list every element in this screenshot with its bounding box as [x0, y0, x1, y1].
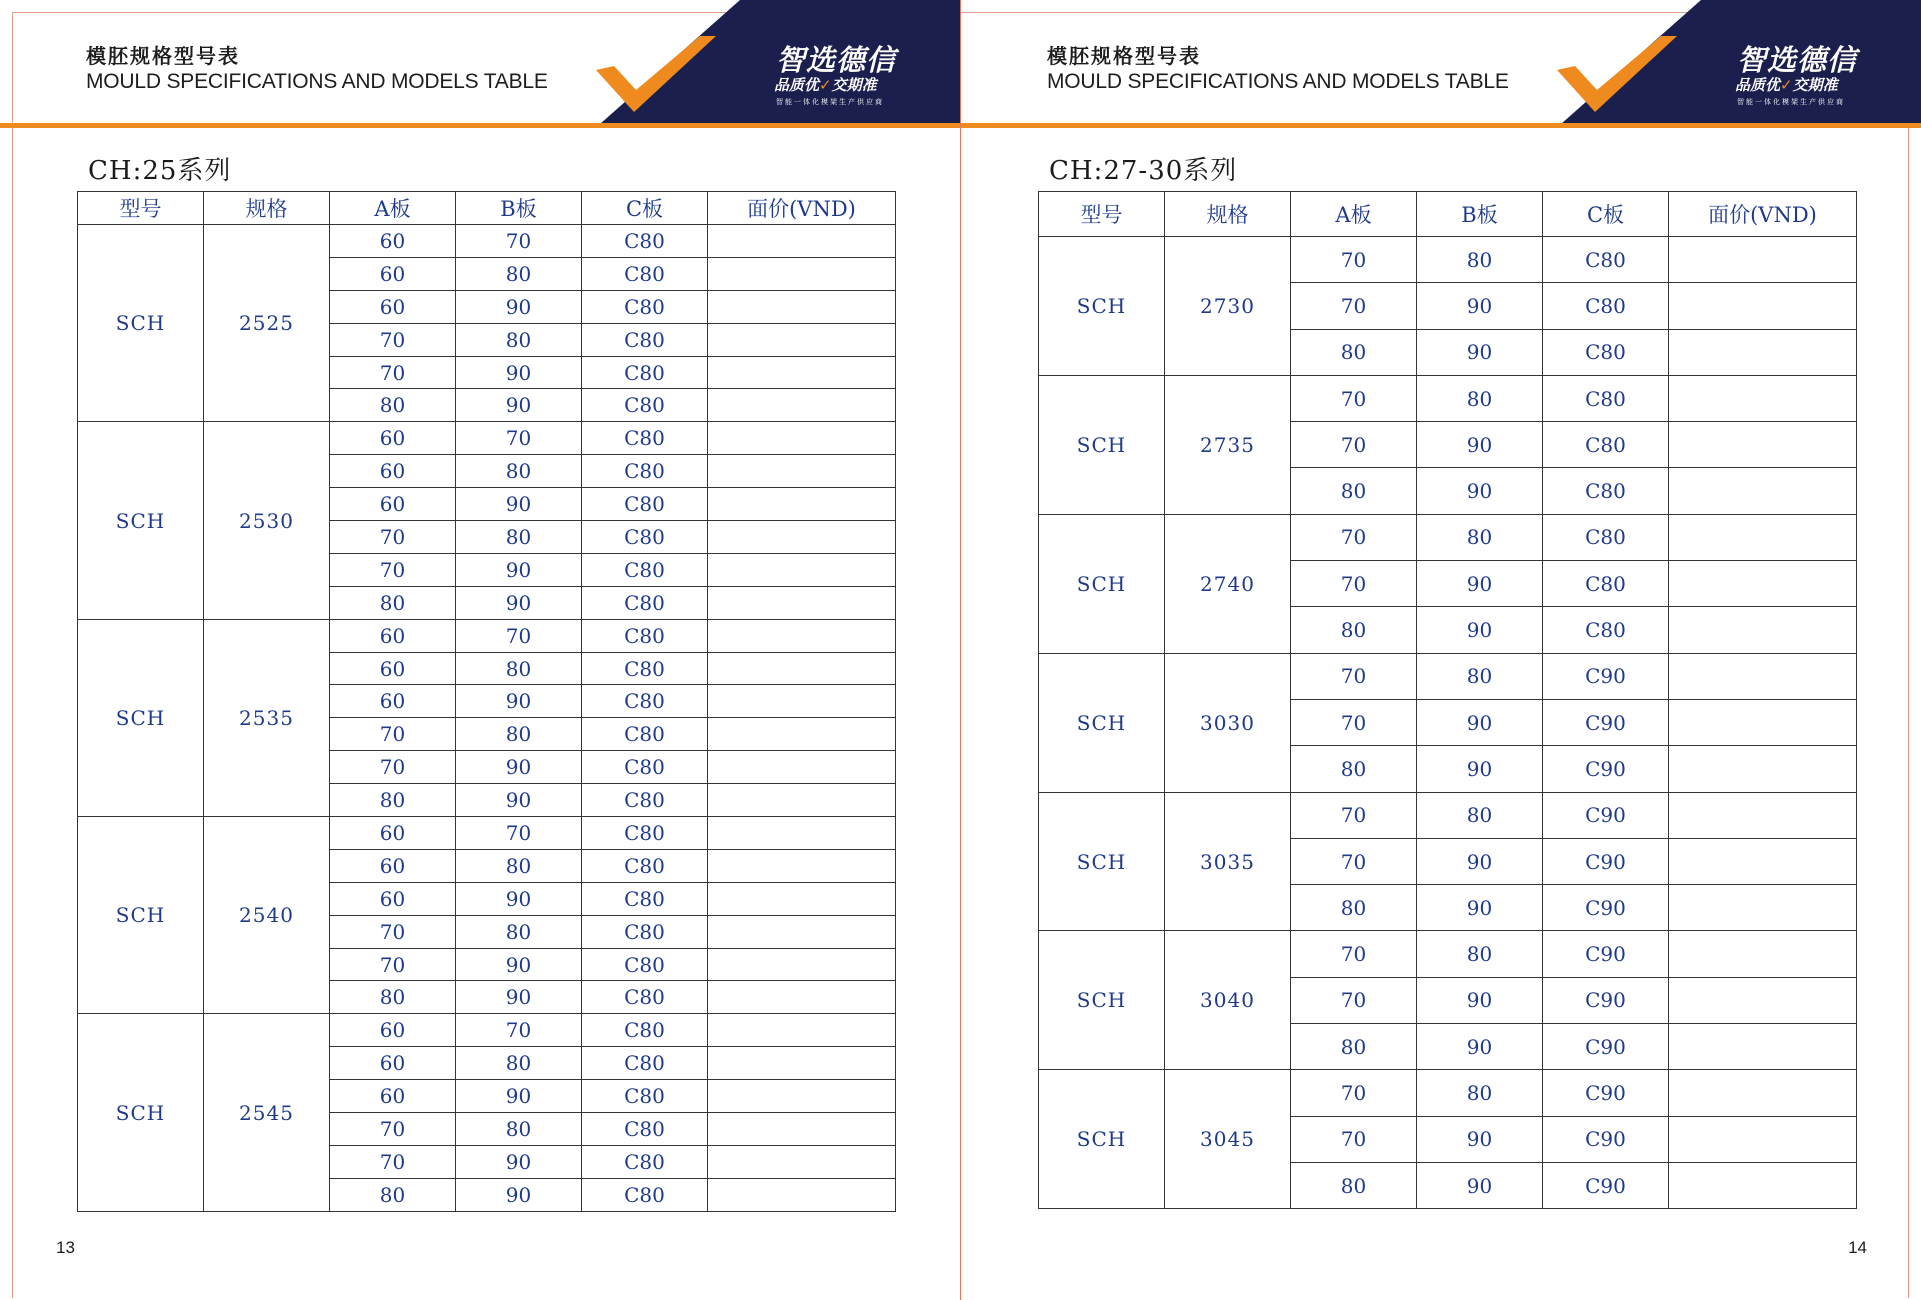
c-plate-cell: C80	[582, 718, 708, 751]
a-plate-cell: 70	[1291, 561, 1417, 607]
c-plate-cell: C90	[1543, 977, 1669, 1023]
c-plate-cell: C90	[1543, 653, 1669, 699]
b-plate-cell: 80	[456, 521, 582, 554]
a-plate-cell: 60	[330, 849, 456, 882]
c-plate-cell: C80	[1543, 329, 1669, 375]
a-plate-cell: 60	[330, 882, 456, 915]
a-plate-cell: 70	[1291, 699, 1417, 745]
brand-slogan	[774, 74, 877, 95]
c-plate-cell: C80	[1543, 283, 1669, 329]
page-left	[0, 0, 960, 1300]
spec-cell: 2530	[204, 422, 330, 619]
a-plate-cell: 60	[330, 455, 456, 488]
price-cell	[708, 1145, 896, 1178]
price-cell	[708, 1178, 896, 1211]
a-plate-cell: 60	[330, 817, 456, 850]
table-row	[1039, 931, 1857, 977]
model-cell: SCH	[1039, 375, 1165, 514]
slogan-part-1: 品质优	[1735, 76, 1781, 94]
c-plate-cell: C80	[582, 225, 708, 258]
spec-cell: 2740	[1165, 514, 1291, 653]
table-row	[78, 422, 896, 455]
price-cell	[1669, 1162, 1857, 1208]
b-plate-cell: 90	[456, 981, 582, 1014]
column-header: 型号	[78, 192, 204, 225]
price-cell	[1669, 237, 1857, 283]
slogan-part-2: 交期准	[1792, 76, 1838, 94]
price-cell	[708, 455, 896, 488]
a-plate-cell: 80	[1291, 746, 1417, 792]
model-cell: SCH	[1039, 653, 1165, 792]
price-cell	[1669, 653, 1857, 699]
a-plate-cell: 80	[1291, 607, 1417, 653]
b-plate-cell: 80	[456, 257, 582, 290]
b-plate-cell: 90	[456, 751, 582, 784]
column-header: 面价(VND)	[1669, 192, 1857, 237]
c-plate-cell: C80	[582, 290, 708, 323]
b-plate-cell: 80	[1417, 1070, 1543, 1116]
a-plate-cell: 80	[330, 784, 456, 817]
a-plate-cell: 70	[1291, 1070, 1417, 1116]
c-plate-cell: C80	[1543, 561, 1669, 607]
a-plate-cell: 80	[1291, 1162, 1417, 1208]
table-row	[1039, 1070, 1857, 1116]
a-plate-cell: 70	[1291, 653, 1417, 699]
c-plate-cell: C80	[1543, 237, 1669, 283]
a-plate-cell: 80	[330, 1178, 456, 1211]
price-cell	[708, 356, 896, 389]
b-plate-cell: 70	[456, 619, 582, 652]
c-plate-cell: C90	[1543, 746, 1669, 792]
a-plate-cell: 70	[330, 521, 456, 554]
b-plate-cell: 80	[456, 849, 582, 882]
price-cell	[708, 1080, 896, 1113]
c-plate-cell: C80	[582, 1113, 708, 1146]
header-orange-bar	[0, 123, 960, 128]
a-plate-cell: 60	[330, 1047, 456, 1080]
price-cell	[708, 521, 896, 554]
b-plate-cell: 90	[1417, 561, 1543, 607]
spec-cell: 3035	[1165, 792, 1291, 931]
a-plate-cell: 60	[330, 1080, 456, 1113]
spec-cell: 2735	[1165, 375, 1291, 514]
c-plate-cell: C80	[582, 1080, 708, 1113]
c-plate-cell: C80	[1543, 607, 1669, 653]
price-cell	[1669, 514, 1857, 560]
a-plate-cell: 60	[330, 290, 456, 323]
b-plate-cell: 80	[456, 323, 582, 356]
a-plate-cell: 70	[330, 751, 456, 784]
b-plate-cell: 70	[456, 422, 582, 455]
b-plate-cell: 90	[456, 488, 582, 521]
price-cell	[1669, 375, 1857, 421]
brand-slogan	[1735, 74, 1838, 95]
b-plate-cell: 90	[1417, 329, 1543, 375]
c-plate-cell: C80	[582, 257, 708, 290]
spec-cell: 3045	[1165, 1070, 1291, 1209]
c-plate-cell: C80	[582, 488, 708, 521]
c-plate-cell: C80	[582, 323, 708, 356]
b-plate-cell: 80	[1417, 931, 1543, 977]
b-plate-cell: 90	[456, 948, 582, 981]
a-plate-cell: 60	[330, 1014, 456, 1047]
a-plate-cell: 70	[1291, 422, 1417, 468]
price-cell	[1669, 329, 1857, 375]
table-row	[1039, 237, 1857, 283]
a-plate-cell: 60	[330, 652, 456, 685]
price-cell	[708, 915, 896, 948]
price-cell	[1669, 838, 1857, 884]
c-plate-cell: C80	[582, 882, 708, 915]
model-cell: SCH	[78, 619, 204, 816]
page-right	[961, 0, 1921, 1300]
spec-cell: 2545	[204, 1014, 330, 1211]
c-plate-cell: C80	[582, 981, 708, 1014]
c-plate-cell: C90	[1543, 885, 1669, 931]
c-plate-cell: C80	[582, 849, 708, 882]
a-plate-cell: 70	[1291, 237, 1417, 283]
column-header: 规格	[204, 192, 330, 225]
a-plate-cell: 80	[330, 981, 456, 1014]
a-plate-cell: 70	[1291, 931, 1417, 977]
column-header: B板	[456, 192, 582, 225]
b-plate-cell: 90	[456, 685, 582, 718]
b-plate-cell: 70	[456, 817, 582, 850]
price-cell	[708, 290, 896, 323]
c-plate-cell: C80	[582, 619, 708, 652]
b-plate-cell: 80	[456, 455, 582, 488]
b-plate-cell: 80	[1417, 653, 1543, 699]
a-plate-cell: 70	[330, 1113, 456, 1146]
price-cell	[708, 685, 896, 718]
b-plate-cell: 70	[456, 225, 582, 258]
b-plate-cell: 80	[1417, 237, 1543, 283]
price-cell	[1669, 977, 1857, 1023]
price-cell	[1669, 607, 1857, 653]
b-plate-cell: 90	[456, 553, 582, 586]
a-plate-cell: 80	[1291, 1024, 1417, 1070]
a-plate-cell: 70	[1291, 792, 1417, 838]
price-cell	[708, 1014, 896, 1047]
c-plate-cell: C80	[1543, 514, 1669, 560]
a-plate-cell: 70	[330, 356, 456, 389]
a-plate-cell: 80	[1291, 885, 1417, 931]
spec-cell: 3040	[1165, 931, 1291, 1070]
price-cell	[1669, 422, 1857, 468]
c-plate-cell: C80	[582, 521, 708, 554]
a-plate-cell: 80	[1291, 329, 1417, 375]
b-plate-cell: 90	[456, 1178, 582, 1211]
spec-cell: 2730	[1165, 237, 1291, 376]
price-cell	[1669, 1070, 1857, 1116]
c-plate-cell: C90	[1543, 792, 1669, 838]
slogan-part-1: 品质优	[774, 76, 820, 94]
c-plate-cell: C80	[1543, 422, 1669, 468]
c-plate-cell: C80	[1543, 468, 1669, 514]
model-cell: SCH	[78, 422, 204, 619]
b-plate-cell: 90	[1417, 1024, 1543, 1070]
brand-name: 智选德信	[1737, 43, 1858, 77]
a-plate-cell: 70	[1291, 514, 1417, 560]
column-header: C板	[1543, 192, 1669, 237]
spec-table-ch25	[77, 191, 896, 1212]
price-cell	[708, 784, 896, 817]
series-title: CH:25系列	[88, 156, 232, 186]
table-row	[78, 817, 896, 850]
brand-name: 智选德信	[776, 43, 897, 77]
c-plate-cell: C80	[582, 784, 708, 817]
b-plate-cell: 90	[1417, 977, 1543, 1023]
a-plate-cell: 60	[330, 685, 456, 718]
header-title-zh: 模胚规格型号表	[1047, 44, 1201, 68]
a-plate-cell: 70	[1291, 283, 1417, 329]
a-plate-cell: 70	[330, 948, 456, 981]
c-plate-cell: C80	[582, 553, 708, 586]
c-plate-cell: C90	[1543, 1024, 1669, 1070]
price-cell	[708, 718, 896, 751]
table-row	[1039, 375, 1857, 421]
b-plate-cell: 90	[456, 882, 582, 915]
c-plate-cell: C80	[1543, 375, 1669, 421]
c-plate-cell: C90	[1543, 1116, 1669, 1162]
price-cell	[708, 849, 896, 882]
model-cell: SCH	[1039, 237, 1165, 376]
b-plate-cell: 90	[1417, 746, 1543, 792]
model-cell: SCH	[1039, 792, 1165, 931]
b-plate-cell: 90	[1417, 283, 1543, 329]
a-plate-cell: 80	[330, 389, 456, 422]
a-plate-cell: 60	[330, 619, 456, 652]
c-plate-cell: C80	[582, 455, 708, 488]
column-header: 型号	[1039, 192, 1165, 237]
c-plate-cell: C90	[1543, 699, 1669, 745]
a-plate-cell: 70	[330, 553, 456, 586]
header-orange-bar	[961, 123, 1921, 128]
c-plate-cell: C80	[582, 948, 708, 981]
b-plate-cell: 90	[1417, 1162, 1543, 1208]
b-plate-cell: 90	[1417, 422, 1543, 468]
a-plate-cell: 70	[1291, 977, 1417, 1023]
c-plate-cell: C80	[582, 751, 708, 784]
price-cell	[708, 323, 896, 356]
b-plate-cell: 90	[456, 389, 582, 422]
b-plate-cell: 90	[1417, 699, 1543, 745]
column-header: 规格	[1165, 192, 1291, 237]
price-cell	[1669, 283, 1857, 329]
price-cell	[708, 948, 896, 981]
c-plate-cell: C80	[582, 1014, 708, 1047]
price-cell	[1669, 468, 1857, 514]
c-plate-cell: C80	[582, 1145, 708, 1178]
a-plate-cell: 70	[330, 718, 456, 751]
b-plate-cell: 90	[1417, 468, 1543, 514]
price-cell	[708, 652, 896, 685]
price-cell	[1669, 561, 1857, 607]
model-cell: SCH	[78, 225, 204, 422]
price-cell	[1669, 1024, 1857, 1070]
brand-subline: 智能一体化模架生产供应商	[776, 98, 884, 106]
table-row	[78, 225, 896, 258]
price-cell	[708, 553, 896, 586]
column-header: A板	[1291, 192, 1417, 237]
column-header: B板	[1417, 192, 1543, 237]
c-plate-cell: C80	[582, 389, 708, 422]
slogan-check-icon: ✓	[1780, 76, 1793, 94]
b-plate-cell: 90	[456, 1145, 582, 1178]
c-plate-cell: C90	[1543, 1070, 1669, 1116]
page-number: 14	[1848, 1238, 1867, 1257]
a-plate-cell: 60	[330, 422, 456, 455]
a-plate-cell: 70	[330, 323, 456, 356]
price-cell	[708, 751, 896, 784]
table-row	[1039, 514, 1857, 560]
b-plate-cell: 90	[1417, 838, 1543, 884]
spec-cell: 2535	[204, 619, 330, 816]
c-plate-cell: C90	[1543, 931, 1669, 977]
a-plate-cell: 80	[330, 586, 456, 619]
b-plate-cell: 80	[456, 1113, 582, 1146]
a-plate-cell: 70	[330, 1145, 456, 1178]
c-plate-cell: C90	[1543, 1162, 1669, 1208]
c-plate-cell: C80	[582, 356, 708, 389]
model-cell: SCH	[78, 817, 204, 1014]
spec-cell: 2525	[204, 225, 330, 422]
c-plate-cell: C80	[582, 915, 708, 948]
spec-cell: 2540	[204, 817, 330, 1014]
spec-table-ch27-30	[1038, 191, 1857, 1209]
table-row	[78, 1014, 896, 1047]
price-cell	[1669, 792, 1857, 838]
price-cell	[1669, 931, 1857, 977]
c-plate-cell: C80	[582, 685, 708, 718]
table-row	[1039, 653, 1857, 699]
model-cell: SCH	[1039, 514, 1165, 653]
a-plate-cell: 60	[330, 225, 456, 258]
column-header: C板	[582, 192, 708, 225]
c-plate-cell: C80	[582, 652, 708, 685]
header-title-en: MOULD SPECIFICATIONS AND MODELS TABLE	[86, 70, 548, 93]
a-plate-cell: 70	[1291, 838, 1417, 884]
page-number: 13	[56, 1238, 75, 1257]
b-plate-cell: 80	[456, 915, 582, 948]
model-cell: SCH	[1039, 1070, 1165, 1209]
price-cell	[708, 422, 896, 455]
b-plate-cell: 90	[456, 784, 582, 817]
b-plate-cell: 80	[456, 1047, 582, 1080]
c-plate-cell: C80	[582, 817, 708, 850]
model-cell: SCH	[78, 1014, 204, 1211]
b-plate-cell: 90	[1417, 1116, 1543, 1162]
b-plate-cell: 90	[456, 356, 582, 389]
a-plate-cell: 60	[330, 257, 456, 290]
spec-cell: 3030	[1165, 653, 1291, 792]
table-row	[78, 619, 896, 652]
b-plate-cell: 90	[456, 586, 582, 619]
price-cell	[708, 1047, 896, 1080]
b-plate-cell: 80	[456, 718, 582, 751]
slogan-check-icon: ✓	[819, 76, 832, 94]
a-plate-cell: 80	[1291, 468, 1417, 514]
table-row	[1039, 792, 1857, 838]
column-header: 面价(VND)	[708, 192, 896, 225]
b-plate-cell: 90	[1417, 607, 1543, 653]
price-cell	[708, 225, 896, 258]
model-cell: SCH	[1039, 931, 1165, 1070]
c-plate-cell: C80	[582, 586, 708, 619]
table-header-row	[1039, 192, 1857, 237]
price-cell	[708, 817, 896, 850]
price-cell	[1669, 885, 1857, 931]
a-plate-cell: 70	[330, 915, 456, 948]
price-cell	[708, 257, 896, 290]
a-plate-cell: 70	[1291, 375, 1417, 421]
b-plate-cell: 90	[456, 290, 582, 323]
b-plate-cell: 80	[456, 652, 582, 685]
a-plate-cell: 70	[1291, 1116, 1417, 1162]
price-cell	[708, 586, 896, 619]
b-plate-cell: 70	[456, 1014, 582, 1047]
price-cell	[1669, 699, 1857, 745]
header-title-en: MOULD SPECIFICATIONS AND MODELS TABLE	[1047, 70, 1509, 93]
price-cell	[1669, 746, 1857, 792]
table-header-row	[78, 192, 896, 225]
price-cell	[708, 619, 896, 652]
b-plate-cell: 80	[1417, 792, 1543, 838]
b-plate-cell: 90	[1417, 885, 1543, 931]
slogan-part-2: 交期准	[831, 76, 877, 94]
price-cell	[1669, 1116, 1857, 1162]
c-plate-cell: C80	[582, 1178, 708, 1211]
price-cell	[708, 389, 896, 422]
c-plate-cell: C90	[1543, 838, 1669, 884]
c-plate-cell: C80	[582, 1047, 708, 1080]
a-plate-cell: 60	[330, 488, 456, 521]
price-cell	[708, 981, 896, 1014]
price-cell	[708, 488, 896, 521]
column-header: A板	[330, 192, 456, 225]
brand-subline: 智能一体化模架生产供应商	[1737, 98, 1845, 106]
b-plate-cell: 90	[456, 1080, 582, 1113]
header-title-zh: 模胚规格型号表	[86, 44, 240, 68]
series-title: CH:27-30系列	[1049, 156, 1238, 186]
price-cell	[708, 882, 896, 915]
b-plate-cell: 80	[1417, 514, 1543, 560]
price-cell	[708, 1113, 896, 1146]
c-plate-cell: C80	[582, 422, 708, 455]
b-plate-cell: 80	[1417, 375, 1543, 421]
